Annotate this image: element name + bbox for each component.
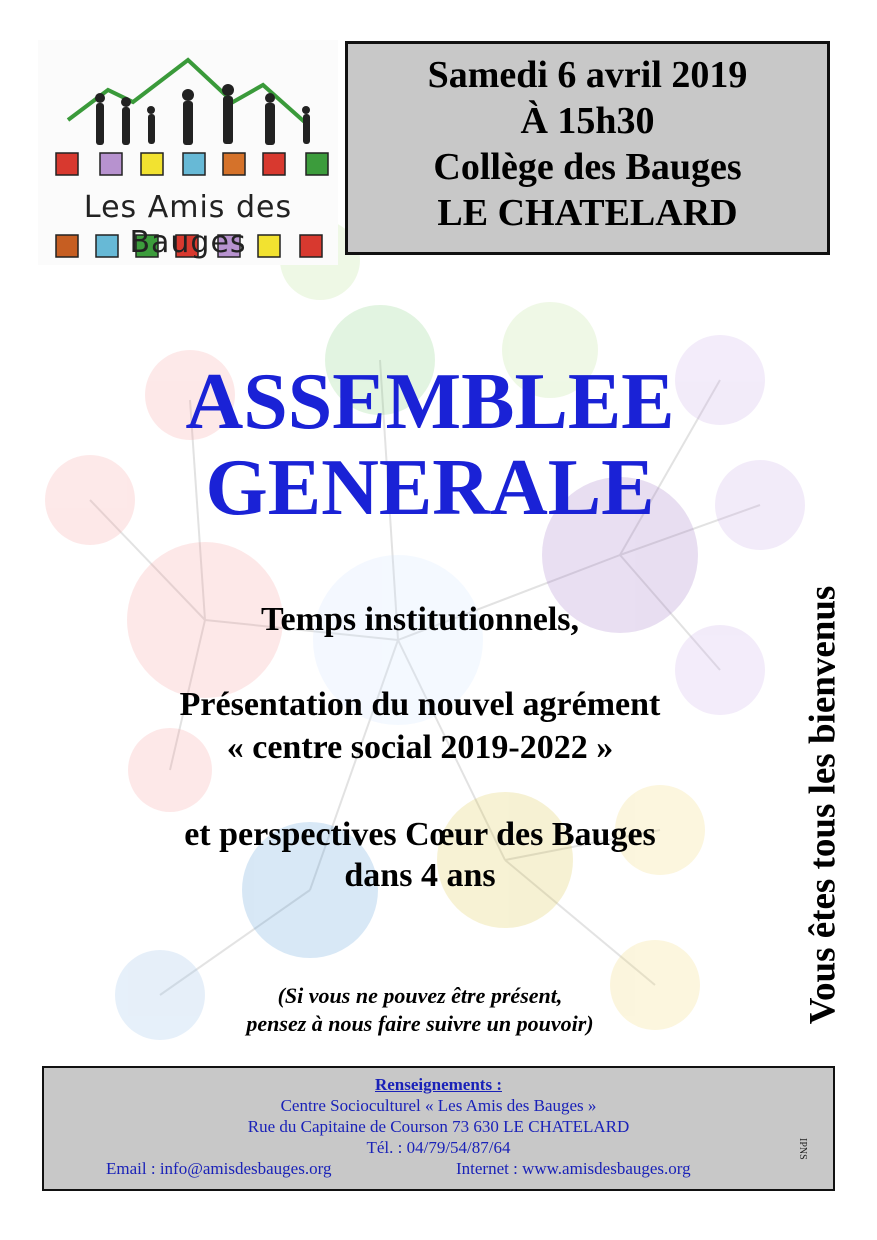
agenda-item-3-line-2: dans 4 ans bbox=[344, 857, 496, 894]
agenda-item-1: Temps institutionnels, bbox=[260, 601, 580, 638]
welcome-vertical-text bbox=[775, 560, 870, 1050]
agenda-item-2-line-1: Présentation du nouvel agrément bbox=[179, 686, 661, 723]
title-line-1: ASSEMBLEE bbox=[185, 358, 675, 446]
event-details-box bbox=[345, 41, 830, 255]
info-email[interactable]: Email : info@amisdesbauges.org bbox=[106, 1159, 332, 1178]
proxy-note-line-2: pensez à nous faire suivre un pouvoir) bbox=[246, 1011, 594, 1036]
event-time: À 15h30 bbox=[520, 100, 655, 142]
logo-text: Les Amis des Bauges bbox=[83, 190, 293, 260]
contact-info-box bbox=[42, 1066, 835, 1191]
agenda-item-2-line-2: « centre social 2019-2022 » bbox=[226, 729, 614, 766]
ipns-mention: IPNS bbox=[797, 1138, 808, 1160]
info-heading: Renseignements : bbox=[374, 1075, 502, 1094]
organization-logo bbox=[38, 40, 338, 265]
info-phone: Tél. : 04/79/54/87/64 bbox=[366, 1138, 511, 1157]
event-date: Samedi 6 avril 2019 bbox=[427, 54, 748, 96]
event-town: LE CHATELARD bbox=[437, 192, 738, 234]
info-organization: Centre Socioculturel « Les Amis des Bauges » bbox=[280, 1096, 597, 1115]
event-place: Collège des Bauges bbox=[433, 146, 742, 188]
info-address: Rue du Capitaine de Courson 73 630 LE CHATELARD bbox=[247, 1117, 630, 1136]
agenda-item-3-line-1: et perspectives Cœur des Bauges bbox=[184, 816, 656, 853]
info-links-row bbox=[44, 1158, 833, 1179]
welcome-text: Vous êtes tous les bienvenus bbox=[802, 585, 843, 1025]
title-line-2: GENERALE bbox=[205, 444, 655, 532]
info-website[interactable]: Internet : www.amisdesbauges.org bbox=[456, 1159, 691, 1178]
proxy-note-line-1: (Si vous ne pouvez être présent, bbox=[277, 983, 563, 1008]
